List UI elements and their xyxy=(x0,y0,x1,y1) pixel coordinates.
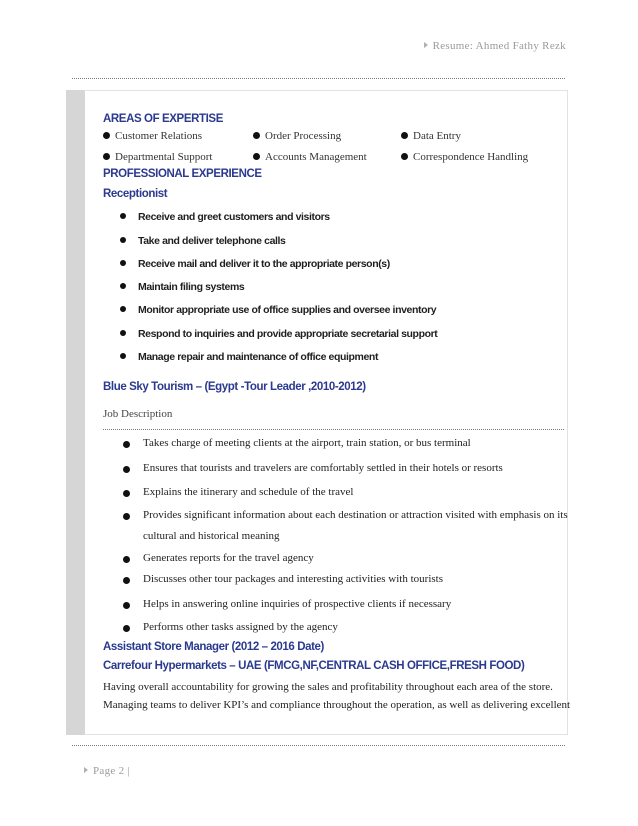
list-item: Provides significant information about each destination or attraction visited with emphasis on its xyxy=(143,509,568,521)
bullet-icon xyxy=(120,306,126,312)
tour-job-title: Blue Sky Tourism – (Egypt -Tour Leader ,2010-2012) xyxy=(103,381,366,393)
bullet-icon xyxy=(120,213,126,219)
bullet-icon xyxy=(123,513,130,520)
list-item: Receive mail and deliver it to the appropriate person(s) xyxy=(120,258,390,270)
experience-title: PROFESSIONAL EXPERIENCE xyxy=(103,168,262,180)
footer-divider xyxy=(72,745,565,746)
bullet-icon xyxy=(123,490,130,497)
bullet-icon xyxy=(120,353,126,359)
list-item: Respond to inquiries and provide appropriate secretarial support xyxy=(120,328,437,340)
list-item: Ensures that tourists and travelers are comfortably settled in their hotels or resorts xyxy=(143,462,503,474)
list-item: Take and deliver telephone calls xyxy=(120,235,285,247)
bullet-icon xyxy=(120,237,126,243)
bullet-icon xyxy=(120,330,126,336)
list-item: Helps in answering online inquiries of prospective clients if necessary xyxy=(143,598,452,610)
list-item: Performs other tasks assigned by the agency xyxy=(143,621,338,633)
bullet-icon xyxy=(123,466,130,473)
skill-item: Accounts Management xyxy=(253,151,367,163)
paragraph-line: Having overall accountability for growing the sales and profitability throughout each area of the store. xyxy=(103,681,553,693)
bullet-icon xyxy=(123,602,130,609)
running-header xyxy=(424,40,566,52)
list-item-continuation: cultural and historical meaning xyxy=(143,530,280,542)
list-item: Maintain filing systems xyxy=(120,281,244,293)
skill-item: Order Processing xyxy=(253,130,341,142)
bullet-icon xyxy=(123,625,130,632)
list-item: Generates reports for the travel agency xyxy=(143,552,314,564)
bullet-icon xyxy=(123,441,130,448)
areas-title: AREAS OF EXPERTISE xyxy=(103,113,223,125)
job-description-divider xyxy=(103,429,564,430)
bullet-icon xyxy=(123,577,130,584)
bullet-icon xyxy=(253,153,260,160)
paragraph-line: Managing teams to deliver KPI’s and compliance throughout the operation, as well as delivering excellent xyxy=(103,699,571,711)
triangle-bullet-icon xyxy=(84,767,88,773)
list-item: Explains the itinerary and schedule of the travel xyxy=(143,486,354,498)
bullet-icon xyxy=(401,153,408,160)
header-divider xyxy=(72,78,565,79)
list-item: Receive and greet customers and visitors xyxy=(120,211,330,223)
page-footer xyxy=(84,765,130,777)
skill-item: Customer Relations xyxy=(103,130,202,142)
bullet-icon xyxy=(401,132,408,139)
skill-item: Departmental Support xyxy=(103,151,212,163)
job-description-label: Job Description xyxy=(103,408,173,420)
bullet-icon xyxy=(103,132,110,139)
page-number: Page 2 | xyxy=(93,765,130,777)
bullet-icon xyxy=(253,132,260,139)
skill-item: Data Entry xyxy=(401,130,461,142)
list-item: Discusses other tour packages and interesting activities with tourists xyxy=(143,573,443,585)
bullet-icon xyxy=(103,153,110,160)
header-text: Resume: Ahmed Fathy Rezk xyxy=(432,40,566,52)
list-item: Takes charge of meeting clients at the airport, train station, or bus terminal xyxy=(143,437,471,449)
bullet-icon xyxy=(120,283,126,289)
list-item: Monitor appropriate use of office supplies and oversee inventory xyxy=(120,304,436,316)
bullet-icon xyxy=(123,556,130,563)
list-item: Manage repair and maintenance of office equipment xyxy=(120,351,378,363)
skill-item: Correspondence Handling xyxy=(401,151,528,163)
store-job-title: Assistant Store Manager (2012 – 2016 Date) xyxy=(103,641,324,653)
bullet-icon xyxy=(120,260,126,266)
receptionist-title: Receptionist xyxy=(103,188,168,200)
page-sidebar-bar xyxy=(66,90,85,735)
store-company: Carrefour Hypermarkets – UAE (FMCG,NF,CENTRAL CASH OFFICE,FRESH FOOD) xyxy=(103,660,525,672)
triangle-bullet-icon xyxy=(424,42,428,48)
